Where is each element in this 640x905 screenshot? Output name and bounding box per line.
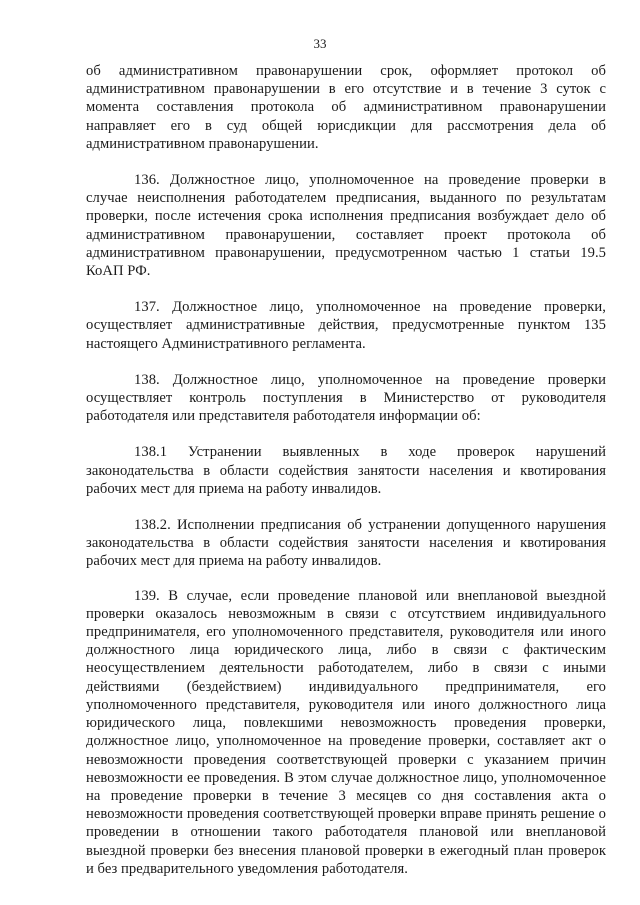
paragraph-138: 138. Должностное лицо, уполномоченное на проведение проверки осуществляет контроль поступления в Министерство от руководителя работодателя или представителя работодателя информации об:: [86, 371, 606, 425]
paragraph-136: 136. Должностное лицо, уполномоченное на проведение проверки в случае неисполнения работодателем предписания, выданного по результатам проверки, после истечения срока исполнения предписания возбуждает дело об административном правонарушении, составляет проект протокола об административном правонарушении, предусмотренном частью 1 статьи 19.5 КоАП РФ.: [86, 172, 606, 280]
paragraph-138-2: 138.2. Исполнении предписания об устранении допущенного нарушения законодательства в области содействия занятости населения и квотирования рабочих мест для приема на работу инвалидов.: [86, 517, 606, 570]
paragraph-139: 139. В случае, если проведение плановой или внеплановой выездной проверки оказалось невозможным в связи с отсутствием индивидуального предпринимателя, его уполномоченного представителя, руководителя или иного должностного лица юридического лица, либо в связи с фактическим неосуществлением деятельности работодателем, либо в связи с иными действиями (бездействием) индивидуального предпринимателя, его уполномоченного представителя, руководителя или иного должностного лица юридического лица, повлекшими невозможность проведения проверки, должностное лицо, уполномоченное на проведение проверки, составляет акт о невозможности проведения соответствующей проверки с указанием причин невозможности ее проведения. В этом случае должностное лицо, уполномоченное на проведение проверки в течение 3 месяцев со дня составления акта о невозможности проведения соответствующей проверки вправе принять решение о проведении в отношении такого работодателя плановой или внеплановой выездной проверки без внесения плановой проверки в ежегодный план проверок и без предварительного уведомления работодателя.: [86, 587, 606, 877]
page-content: [86, 62, 606, 878]
paragraph-137: 137. Должностное лицо, уполномоченное на проведение проверки, осуществляет административные действия, предусмотренные пунктом 135 настоящего Административного регламента.: [86, 299, 606, 352]
paragraph-138-1: 138.1 Устранении выявленных в ходе проверок нарушений законодательства в области содействия занятости населения и квотирования рабочих мест для приема на работу инвалидов.: [86, 444, 606, 497]
page-number: 33: [313, 36, 327, 51]
paragraph-continuation: об административном правонарушении срок, оформляет протокол об административном правонарушении в его отсутствие и в течение 3 суток с момента составления протокола об административном правонарушении направляет его в суд общей юрисдикции для рассмотрения дела об административном правонарушении.: [86, 63, 606, 152]
